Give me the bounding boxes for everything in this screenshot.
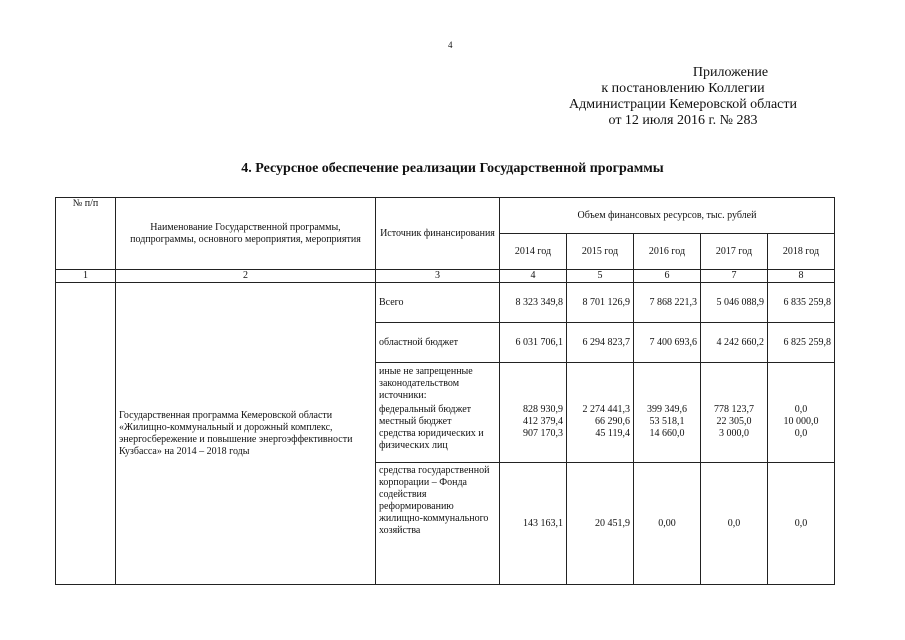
- fund-2016: 0,00: [634, 463, 701, 585]
- total-2017: 5 046 088,9: [701, 283, 768, 323]
- header-source: Источник финансирования: [376, 198, 500, 270]
- page-number: 4: [448, 40, 453, 50]
- other-2015: [567, 363, 634, 463]
- local-2017: 22 305,0: [716, 416, 752, 427]
- col-number-1: 1: [56, 270, 116, 283]
- header-num: № п/п: [56, 198, 116, 270]
- col-number-2: 2: [116, 270, 376, 283]
- col-number-8: 8: [768, 270, 835, 283]
- regional-2018: 6 825 259,8: [768, 323, 835, 363]
- total-2016: 7 868 221,3: [634, 283, 701, 323]
- total-2014: 8 323 349,8: [500, 283, 567, 323]
- federal-2014: 828 930,9: [523, 404, 563, 415]
- other-2014: [500, 363, 567, 463]
- local-2016: 53 518,1: [649, 416, 685, 427]
- header-year-2016: 2016 год: [634, 234, 701, 270]
- federal-2015: 2 274 441,3: [582, 404, 630, 415]
- header-year-2018: 2018 год: [768, 234, 835, 270]
- local-2018: 10 000,0: [783, 416, 819, 427]
- regional-2014: 6 031 706,1: [500, 323, 567, 363]
- source-regional: областной бюджет: [376, 323, 500, 363]
- resource-table: [55, 197, 835, 585]
- federal-2018: 0,0: [794, 404, 808, 415]
- row-number-cell: [56, 283, 116, 585]
- source-local: местный бюджет: [379, 416, 452, 427]
- fund-2015: 20 451,9: [567, 463, 634, 585]
- legal-2015: 45 119,4: [595, 428, 630, 439]
- total-2018: 6 835 259,8: [768, 283, 835, 323]
- col-number-5: 5: [567, 270, 634, 283]
- appendix-block: [533, 65, 833, 129]
- regional-2015: 6 294 823,7: [567, 323, 634, 363]
- federal-2016: 399 349,6: [647, 404, 687, 415]
- other-2018: [768, 363, 835, 463]
- source-other-label: иные не запрещенные законодательством источники:: [379, 366, 473, 401]
- header-year-2014: 2014 год: [500, 234, 567, 270]
- legal-2018: 0,0: [794, 428, 808, 439]
- fund-2017: 0,0: [701, 463, 768, 585]
- fund-2014: 143 163,1: [500, 463, 567, 585]
- other-2016: [634, 363, 701, 463]
- appendix-line-3: Администрации Кемеровской области: [569, 97, 797, 112]
- appendix-line-2: к постановлению Коллегии: [601, 81, 765, 96]
- source-legal: средства юридических и физических лиц: [379, 428, 484, 451]
- regional-2017: 4 242 660,2: [701, 323, 768, 363]
- col-number-7: 7: [701, 270, 768, 283]
- appendix-line-4: от 12 июля 2016 г. № 283: [608, 113, 758, 128]
- other-2017: [701, 363, 768, 463]
- federal-2017: 778 123,7: [714, 404, 754, 415]
- fund-2018: 0,0: [768, 463, 835, 585]
- appendix-line-1: Приложение: [692, 65, 769, 80]
- local-2015: 66 290,6: [595, 416, 630, 427]
- header-year-2017: 2017 год: [701, 234, 768, 270]
- source-total: Всего: [376, 283, 500, 323]
- header-year-2015: 2015 год: [567, 234, 634, 270]
- legal-2014: 907 170,3: [523, 428, 563, 439]
- col-number-6: 6: [634, 270, 701, 283]
- col-number-3: 3: [376, 270, 500, 283]
- source-federal: федеральный бюджет: [379, 404, 472, 415]
- source-fund: средства государственной корпорации – Фонда содействия реформированию жилищно-коммунального хозяйства: [376, 463, 500, 585]
- local-2014: 412 379,4: [523, 416, 563, 427]
- header-volume: Объем финансовых ресурсов, тыс. рублей: [500, 198, 835, 234]
- program-name: Государственная программа Кемеровской области «Жилищно-коммунальный и дорожный комплекс, энергосбережение и повышение энергоэффективности Кузбасса» на 2014 – 2018 годы: [116, 283, 376, 585]
- source-other-group: [376, 363, 500, 463]
- section-title: 4. Ресурсное обеспечение реализации Государственной программы: [241, 161, 664, 176]
- legal-2016: 14 660,0: [649, 428, 685, 439]
- legal-2017: 3 000,0: [719, 428, 749, 439]
- regional-2016: 7 400 693,6: [634, 323, 701, 363]
- total-2015: 8 701 126,9: [567, 283, 634, 323]
- col-number-4: 4: [500, 270, 567, 283]
- header-name: Наименование Государственной программы, подпрограммы, основного мероприятия, мероприятия: [116, 198, 376, 270]
